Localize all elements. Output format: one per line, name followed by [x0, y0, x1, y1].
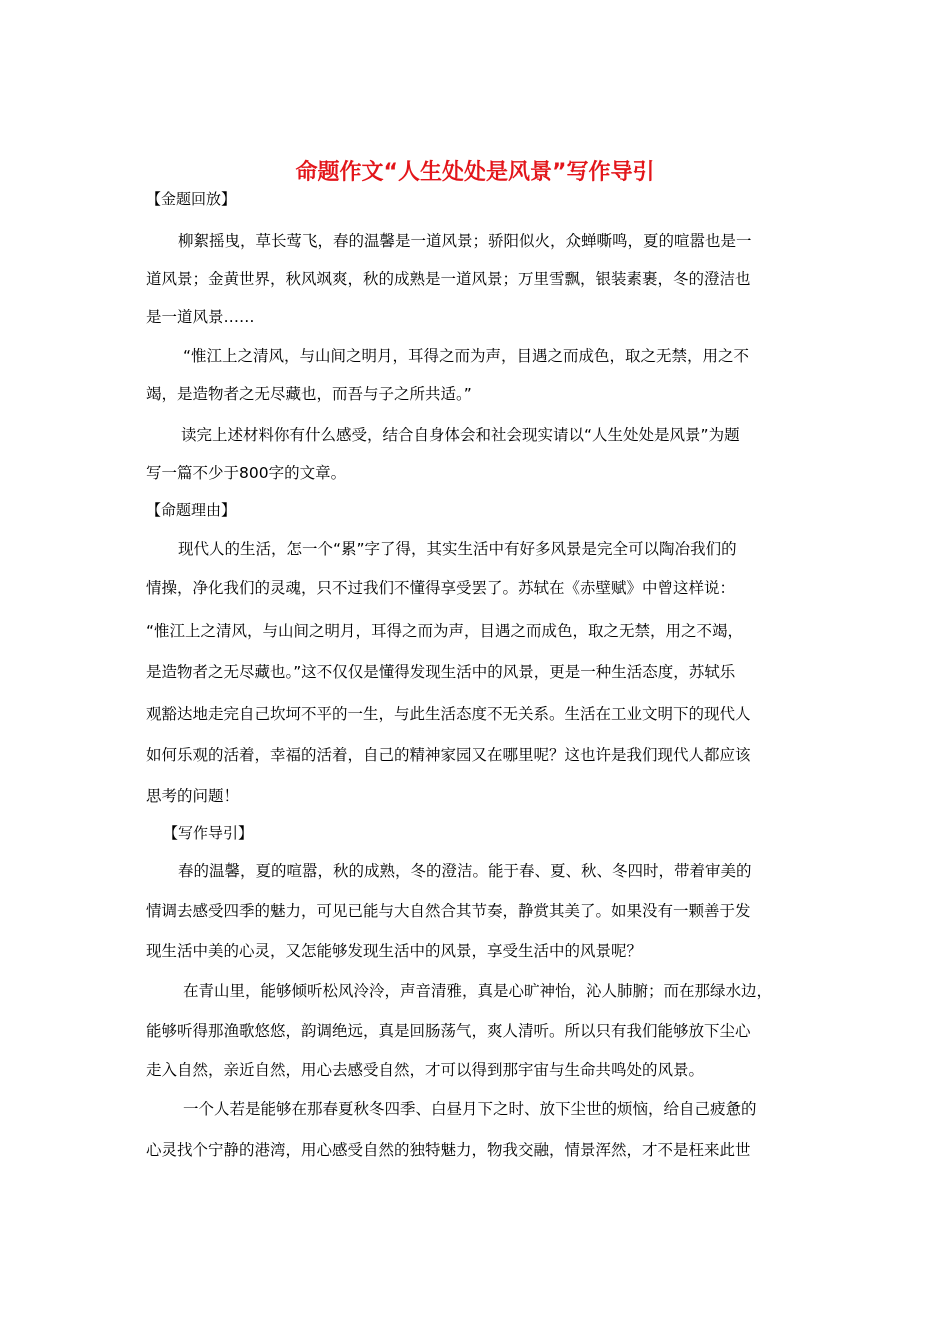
paragraph-line: “惟江上之清风，与山间之明月，耳得之而为声，目遇之而成色，取之无禁，用之不竭，	[146, 622, 744, 640]
paragraph-line: 能够听得那渔歌悠悠，韵调绝远，真是回肠荡气，爽人清听。所以只有我们能够放下尘心	[146, 1022, 751, 1040]
paragraph-line: 情调去感受四季的魅力，可见已能与大自然合其节奏，静赏其美了。如果没有一颗善于发	[146, 902, 751, 920]
paragraph-line: 竭，是造物者之无尽藏也，而吾与子之所共适。”	[146, 385, 472, 403]
paragraph-line: 如何乐观的活着，幸福的活着，自己的精神家园又在哪里呢？这也许是我们现代人都应该	[146, 746, 751, 764]
paragraph-line: 情操，净化我们的灵魂，只不过我们不懂得享受罢了。苏轼在《赤壁赋》中曾这样说：	[146, 579, 736, 597]
section-heading-writing-guide: 【写作导引】	[163, 824, 254, 842]
paragraph-line: 是一道风景……	[146, 308, 255, 326]
paragraph-line: 读完上述材料你有什么感受，结合自身体会和社会现实请以“人生处处是风景”为题	[181, 426, 740, 444]
document-title: 命题作文“人生处处是风景”写作导引	[295, 160, 655, 185]
paragraph-line: “惟江上之清风，与山间之明月，耳得之而为声，目遇之而成色，取之无禁，用之不	[183, 347, 750, 365]
section-heading-rationale: 【命题理由】	[146, 501, 237, 519]
paragraph-line: 柳絮摇曳，草长莺飞，春的温馨是一道风景；骄阳似火，众蝉嘶鸣，夏的喧嚣也是一	[178, 232, 752, 250]
paragraph-line: 走入自然，亲近自然，用心去感受自然，才可以得到那宇宙与生命共鸣处的风景。	[146, 1061, 705, 1079]
paragraph-line: 观豁达地走完自己坎坷不平的一生，与此生活态度不无关系。生活在工业文明下的现代人	[146, 705, 751, 723]
paragraph-line: 心灵找个宁静的港湾，用心感受自然的独特魅力，物我交融，情景浑然，才不是枉来此世	[146, 1141, 751, 1159]
paragraph-line: 是造物者之无尽藏也。”这不仅仅是懂得发现生活中的风景，更是一种生活态度，苏轼乐	[146, 663, 736, 681]
paragraph-line: 现生活中美的心灵，又怎能够发现生活中的风景，享受生活中的风景呢？	[146, 942, 643, 960]
paragraph-line: 一个人若是能够在那春夏秋冬四季、白昼月下之时、放下尘世的烦恼，给自己疲惫的	[183, 1100, 757, 1118]
paragraph-line: 在青山里，能够倾听松风泠泠，声音清雅，真是心旷神怡，沁人肺腑；而在那绿水边，	[183, 982, 773, 1000]
paragraph-line: 思考的问题！	[146, 787, 240, 805]
paragraph-line: 道风景；金黄世界，秋风飒爽，秋的成熟是一道风景；万里雪飘，银装素裹，冬的澄洁也	[146, 270, 751, 288]
paragraph-line: 写一篇不少于800字的文章。	[146, 464, 347, 482]
section-heading-golden-review: 【金题回放】	[146, 190, 237, 208]
paragraph-line: 现代人的生活，怎一个“累”字了得，其实生活中有好多风景是完全可以陶冶我们的	[178, 540, 737, 558]
paragraph-line: 春的温馨，夏的喧嚣，秋的成熟，冬的澄洁。能于春、夏、秋、冬四时，带着审美的	[178, 862, 752, 880]
